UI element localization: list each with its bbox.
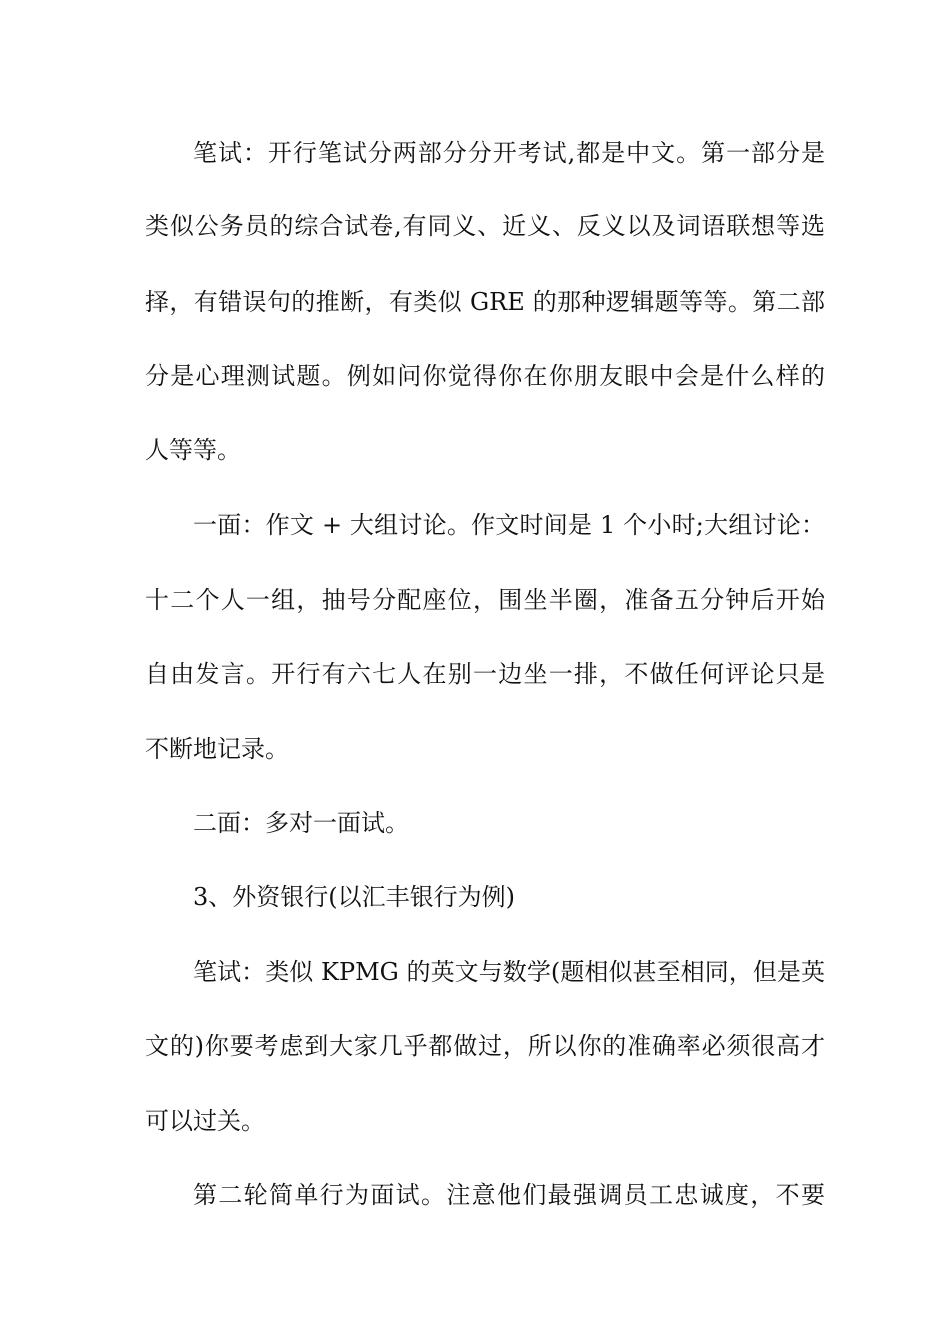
paragraph-5-line-1: 笔试：类似 KPMG 的英文与数学(题相似甚至相同，但是英	[193, 958, 825, 986]
paragraph-1-line-1: 笔试：开行笔试分两部分分开考试,都是中文。第一部分是	[193, 139, 825, 167]
paragraph-1-line-4: 分是心理测试题。例如问你觉得你在你朋友眼中会是什么样的	[145, 362, 825, 390]
paragraph-6-line-1: 第二轮简单行为面试。注意他们最强调员工忠诚度，不要	[193, 1181, 825, 1209]
section-heading-3: 3、外资银行(以汇丰银行为例)	[193, 883, 515, 911]
paragraph-1-line-5: 人等等。	[145, 436, 241, 464]
paragraph-5-line-3: 可以过关。	[145, 1107, 265, 1135]
paragraph-2-line-1: 一面：作文 + 大组讨论。作文时间是 1 个小时;大组讨论：	[193, 511, 825, 539]
paragraph-5-line-2: 文的)你要考虑到大家几乎都做过，所以你的准确率必须很高才	[145, 1032, 825, 1060]
paragraph-2-line-2: 十二个人一组，抽号分配座位，围坐半圈，准备五分钟后开始	[145, 586, 825, 614]
paragraph-1-line-2: 类似公务员的综合试卷,有同义、近义、反义以及词语联想等选	[145, 212, 825, 240]
paragraph-3-line-1: 二面：多对一面试。	[193, 809, 409, 837]
paragraph-2-line-4: 不断地记录。	[145, 735, 289, 763]
paragraph-2-line-3: 自由发言。开行有六七人在别一边坐一排，不做任何评论只是	[145, 660, 825, 688]
paragraph-1-line-3: 择，有错误句的推断，有类似 GRE 的那种逻辑题等等。第二部	[145, 288, 825, 316]
